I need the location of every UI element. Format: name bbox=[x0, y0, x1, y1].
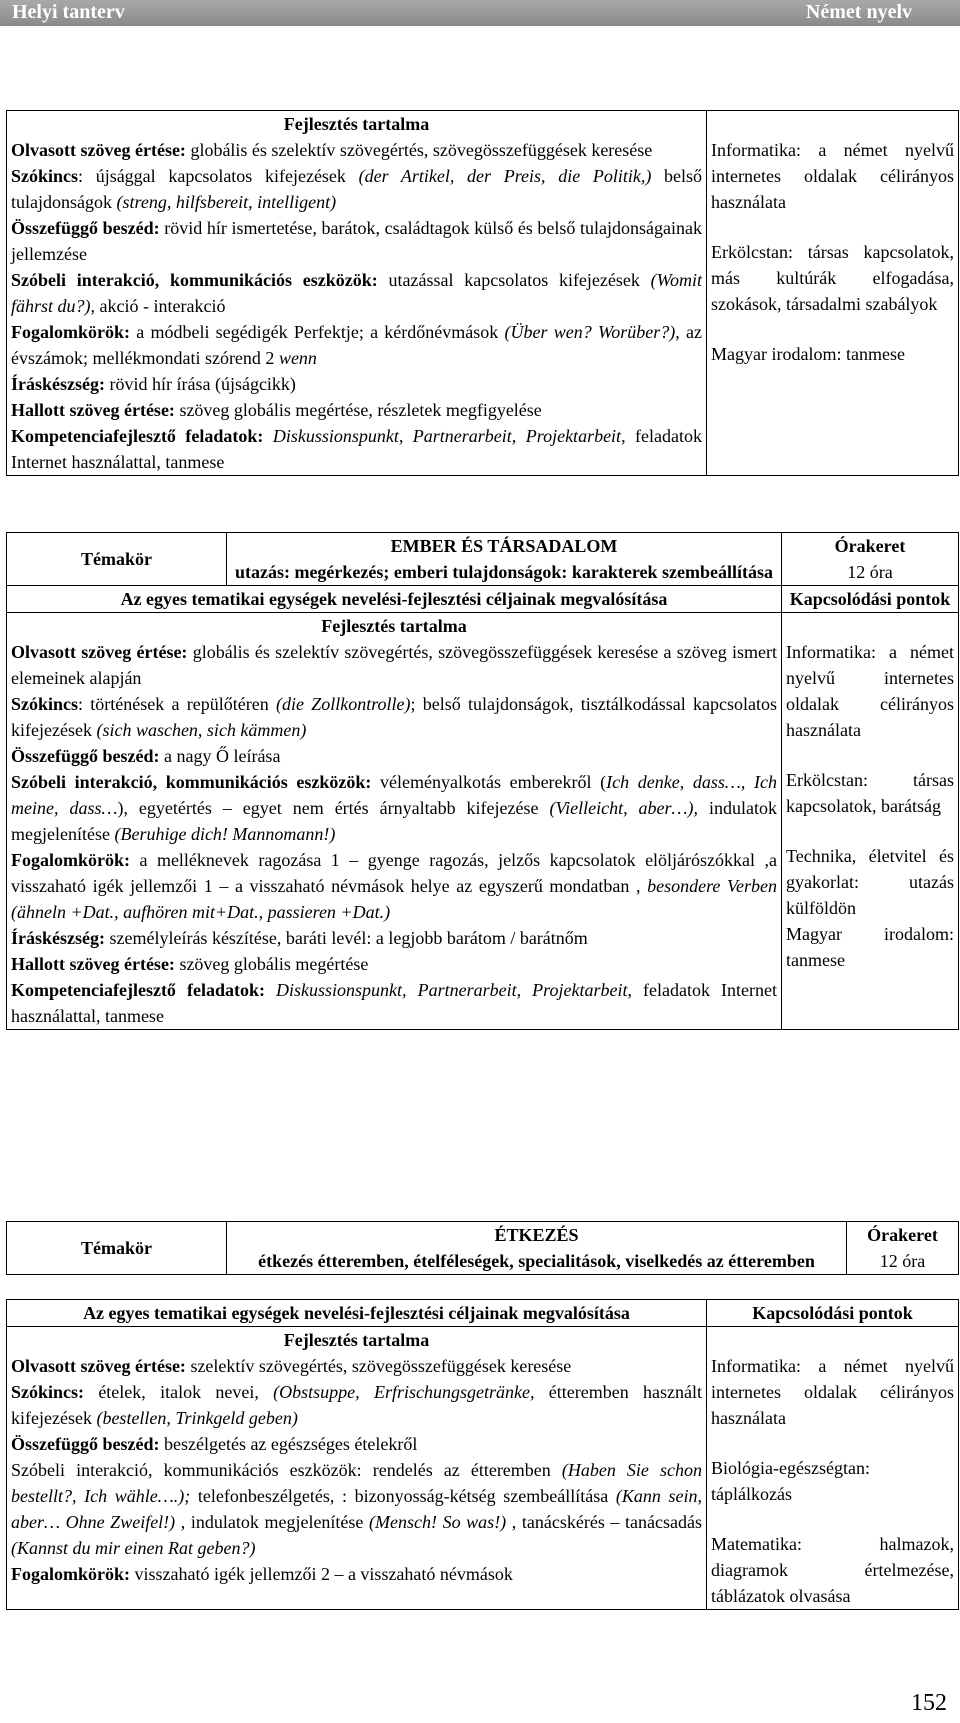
kapcsolodasi-cell bbox=[707, 111, 959, 476]
topic-title-cell bbox=[227, 1222, 847, 1275]
curriculum-table-3 bbox=[6, 1221, 959, 1275]
curriculum-table-3-body bbox=[6, 1299, 959, 1610]
content-paragraph: Szókincs: történések a repülőtéren (die Zollkontrolle); belső tulajdonságok, tisztálkodással kapcsolatos kifejezések (sich waschen, sich kämmen) bbox=[11, 694, 777, 740]
content-paragraph: Kompetenciafejlesztő feladatok: Diskussionspunkt, Partnerarbeit, Projektarbeit, feladatok Internet használattal, tanmese bbox=[11, 426, 702, 472]
content-paragraph: Olvasott szöveg értése: globális és szelektív szövegértés, szövegösszefüggések keresése a szöveg ismert elemeinek alapján bbox=[11, 642, 777, 688]
content-paragraph: Összefüggő beszéd: rövid hír ismertetése, barátok, családtagok külső és belső tulajdonságainak jellemzése bbox=[11, 218, 703, 264]
orakeret-cell bbox=[847, 1222, 959, 1275]
content-paragraph: Fogalomkörök: a melléknevek ragozása 1 – gyenge ragozás, jelzős kapcsolatok elöljárószókkal ,a visszaható igék jellemzői 1 – a visszaható névmások helye az egyszerű mondatban , besondere Verben (ähneln +Dat., aufhören mit+Dat., passieren +Dat.) bbox=[11, 850, 777, 922]
content-paragraph: Szókincs: újsággal kapcsolatos kifejezések (der Artikel, der Preis, die Politik,) belső tulajdonságok (streng, hilfsbereit, intelligent) bbox=[11, 166, 702, 212]
topic-title: ÉTKEZÉS bbox=[494, 1225, 579, 1245]
curriculum-table-2 bbox=[6, 532, 959, 1030]
content-paragraph: Összefüggő beszéd: a nagy Ő leírása bbox=[11, 746, 281, 766]
kapcsolodasi-cell bbox=[782, 613, 959, 1030]
content-paragraph: Íráskészség: személyleírás készítése, baráti levél: a legjobb barátom / barátnőm bbox=[11, 928, 588, 948]
curriculum-table-1 bbox=[6, 110, 959, 476]
content-paragraph: Szóbeli interakció, kommunikációs eszközök: rendelés az étteremben (Haben Sie schon bestellt?, Ich wähle….); telefonbeszélgetés, : bizonyosság-kétség szembeállítása (Kann sein, aber… Ohne Zweifel!) , indulatok megjelenítése (Mensch! So was!) , tanácskérés – tanácsadás (Kannst du mir einen Rat geben?) bbox=[11, 1460, 703, 1558]
content-paragraph: Olvasott szöveg értése: globális és szelektív szövegértés, szövegösszefüggések keresése bbox=[11, 140, 653, 160]
celok-heading: Az egyes tematikai egységek nevelési-fejlesztési céljainak megvalósítása bbox=[7, 1300, 707, 1327]
link-point: Magyar irodalom: tanmese bbox=[711, 344, 905, 364]
content-paragraph: Hallott szöveg értése: szöveg globális megértése, részletek megfigyelése bbox=[11, 400, 542, 420]
content-paragraph: Kompetenciafejlesztő feladatok: Diskussionspunkt, Partnerarbeit, Projektarbeit, feladatok Internet használattal, tanmese bbox=[11, 980, 777, 1026]
topic-subtitle: utazás: megérkezés; emberi tulajdonságok: karakterek szembeállítása bbox=[234, 562, 774, 582]
content-paragraph: Fogalomkörök: visszaható igék jellemzői 2 – a visszaható névmások bbox=[11, 1564, 513, 1584]
orakeret-cell bbox=[782, 533, 959, 586]
link-point: Informatika: a német nyelvű internetes oldalak célirányos használata bbox=[786, 642, 954, 740]
temakor-label: Témakör bbox=[7, 1222, 227, 1275]
orakeret-value: 12 óra bbox=[847, 562, 893, 582]
fejlesztes-content-cell bbox=[7, 613, 782, 1030]
link-point: Matematika: halmazok, diagramok értelmezése, táblázatok olvasása bbox=[711, 1534, 954, 1606]
fejlesztes-title: Fejlesztés tartalma bbox=[283, 114, 430, 134]
topic-title-cell bbox=[227, 533, 782, 586]
fejlesztes-title: Fejlesztés tartalma bbox=[321, 616, 467, 636]
fejlesztes-title: Fejlesztés tartalma bbox=[283, 1330, 430, 1350]
content-paragraph: Összefüggő beszéd: beszélgetés az egészséges ételekről bbox=[11, 1434, 418, 1454]
content-paragraph: Fogalomkörök: a módbeli segédigék Perfektje; a kérdőnévmások (Über wen? Worüber?), az évszámok; mellékmondati szórend 2 wenn bbox=[11, 322, 702, 368]
link-point: Biológia-egészségtan: táplálkozás bbox=[711, 1458, 870, 1504]
content-paragraph: Íráskészség: rövid hír írása (újságcikk) bbox=[11, 374, 296, 394]
topic-title: EMBER ÉS TÁRSADALOM bbox=[390, 536, 618, 556]
content-paragraph: Hallott szöveg értése: szöveg globális megértése bbox=[11, 954, 369, 974]
fejlesztes-content-cell bbox=[7, 111, 707, 476]
content-paragraph: Olvasott szöveg értése: szelektív szövegértés, szövegösszefüggések keresése bbox=[11, 1356, 572, 1376]
header-right: Német nyelv bbox=[805, 1, 912, 23]
link-point: Erkölcstan: társas kapcsolatok, más kultúrák elfogadása, szokások, társadalmi szabályok bbox=[711, 242, 954, 314]
page-number: 152 bbox=[911, 1690, 947, 1716]
orakeret-label: Órakeret bbox=[834, 536, 906, 556]
fejlesztes-content-cell bbox=[7, 1327, 707, 1610]
orakeret-label: Órakeret bbox=[867, 1225, 938, 1245]
kapcsolodasi-heading: Kapcsolódási pontok bbox=[782, 586, 959, 613]
link-point: Technika, életvitel és gyakorlat: utazás külföldön bbox=[786, 846, 954, 918]
temakor-label: Témakör bbox=[7, 533, 227, 586]
header-left: Helyi tanterv bbox=[12, 1, 125, 23]
content-paragraph: Szóbeli interakció, kommunikációs eszközök: véleményalkotás emberekről (Ich denke, dass…, Ich meine, dass…), egyetértés – egyet nem értés árnyaltabb kifejezése (Vielleicht, aber…), indulatok megjelenítése (Beruhige dich! Mannomann!) bbox=[11, 772, 778, 844]
topic-subtitle: étkezés étteremben, ételféleségek, specialitások, viselkedés az étteremben bbox=[258, 1251, 815, 1271]
content-paragraph: Szóbeli interakció, kommunikációs eszközök: utazással kapcsolatos kifejezések (Womit fährst du?), akció - interakció bbox=[11, 270, 702, 316]
running-header bbox=[0, 0, 960, 26]
link-point: Erkölcstan: társas kapcsolatok, barátság bbox=[786, 770, 954, 816]
kapcsolodasi-heading: Kapcsolódási pontok bbox=[707, 1300, 959, 1327]
link-point: Informatika: a német nyelvű internetes oldalak célirányos használata bbox=[711, 140, 954, 212]
orakeret-value: 12 óra bbox=[879, 1251, 926, 1271]
content-paragraph: Szókincs: ételek, italok nevei, (Obstsuppe, Erfrischungsgetränke, étteremben használt kifejezések (bestellen, Trinkgeld geben) bbox=[11, 1382, 702, 1428]
kapcsolodasi-cell bbox=[707, 1327, 959, 1610]
link-point: Magyar irodalom: tanmese bbox=[786, 924, 954, 970]
link-point: Informatika: a német nyelvű internetes oldalak célirányos használata bbox=[711, 1356, 954, 1428]
celok-heading: Az egyes tematikai egységek nevelési-fejlesztési céljainak megvalósítása bbox=[7, 586, 782, 613]
